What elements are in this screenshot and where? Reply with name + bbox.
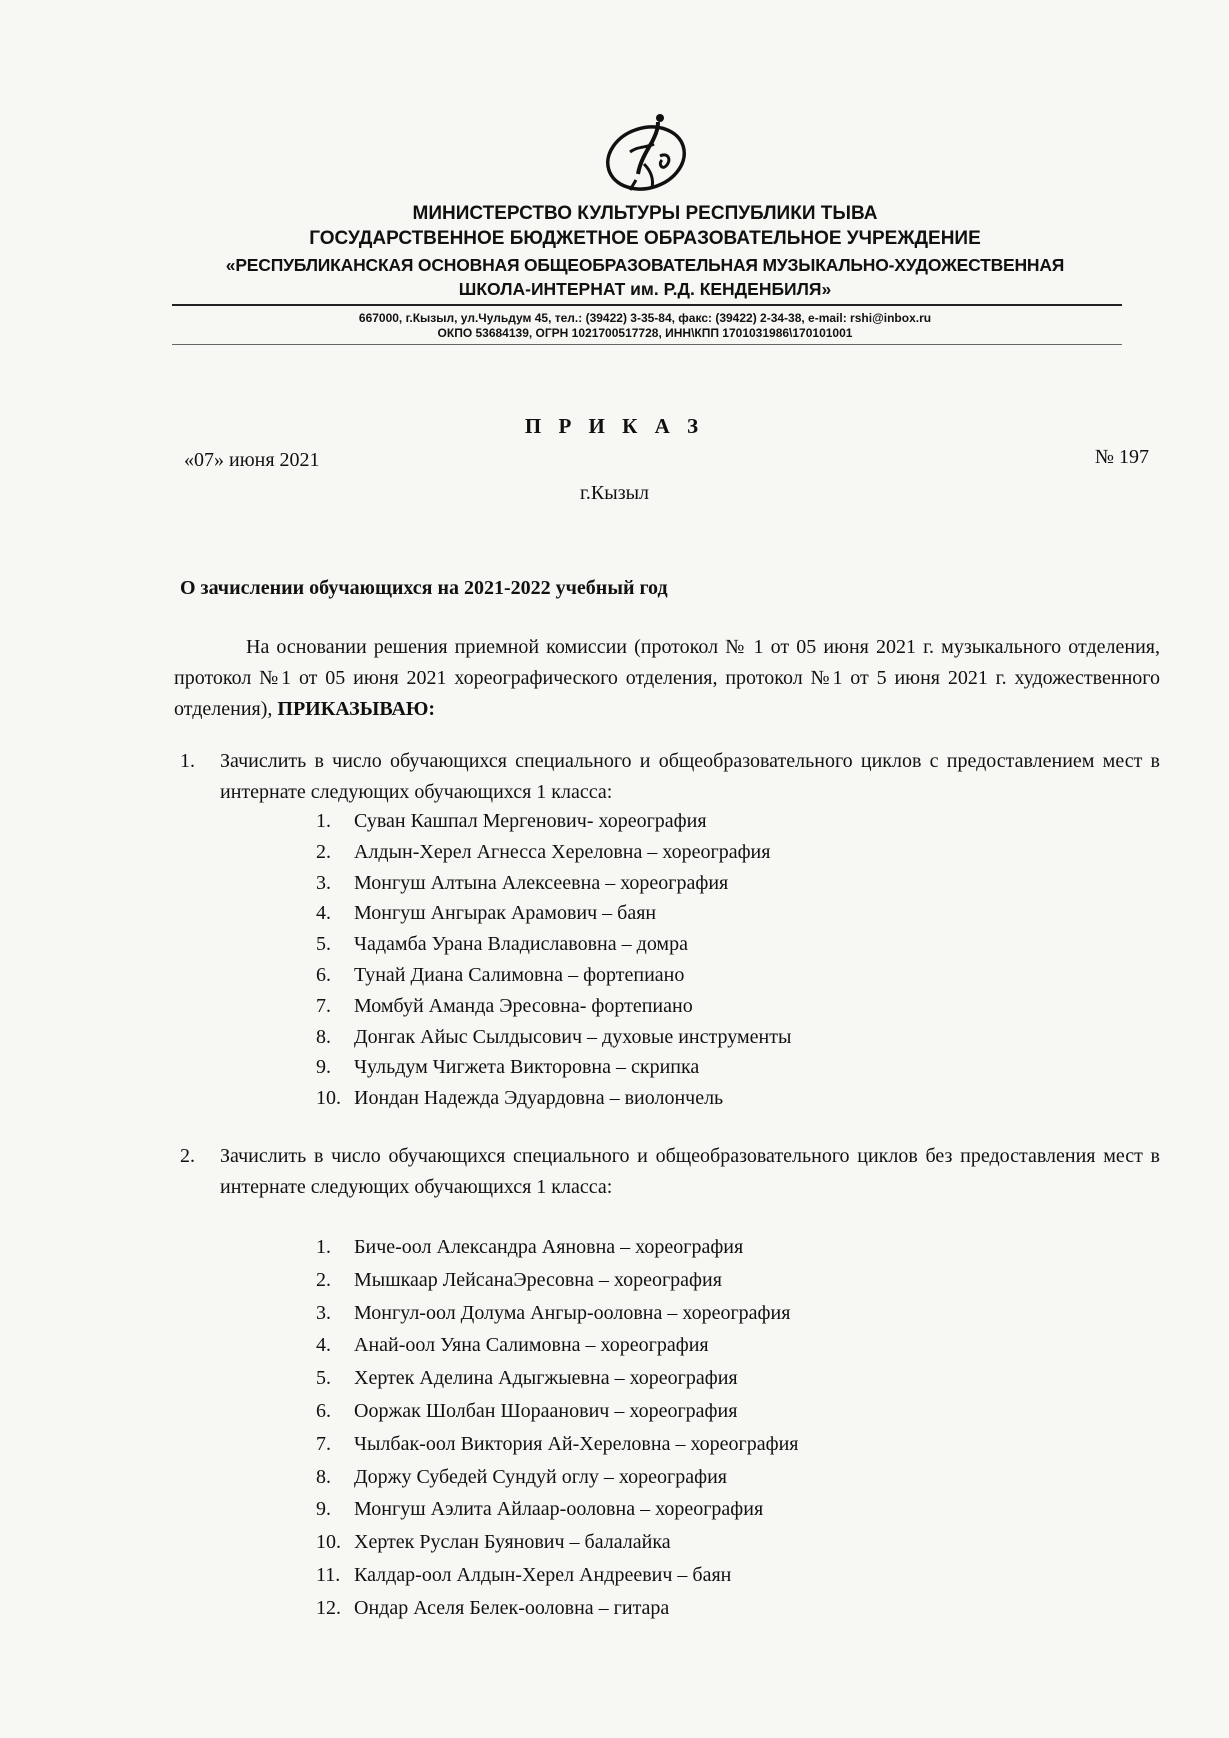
list-item [316,1493,799,1526]
list-item [316,898,791,929]
student-entry: Хертек Аделина Адыгжыевна – хореография [354,1367,738,1390]
student-entry: Калдар-оол Алдын-Херел Андреевич – баян [354,1563,732,1586]
order-intro [174,632,1160,725]
clause-number: 2. [180,1145,195,1167]
item-number: 7. [316,1432,331,1455]
item-number: 4. [316,1334,331,1357]
list-item [316,1264,799,1297]
student-entry: Анай-оол Уяна Салимовна – хореография [354,1334,709,1357]
intro-emphasis: ПРИКАЗЫВАЮ: [277,698,436,720]
student-entry: Биче-оол Александра Аяновна – хореография [354,1236,744,1258]
student-entry: Доржу Субедей Сундуй оглу – хореография [354,1465,727,1488]
student-entry: Ооржак Шолбан Шораанович – хореография [354,1399,738,1422]
order-subject: О зачислении обучающихся на 2021-2022 учебный год [180,577,668,599]
item-number: 6. [316,963,331,986]
student-entry: Чульдум Чигжета Викторовна – скрипка [354,1056,700,1079]
list-item [316,1428,799,1461]
student-entry: Момбуй Аманда Эресовна- фортепиано [354,994,693,1017]
student-entry: Монгуш Ангырак Арамович – баян [354,902,657,925]
item-number: 6. [316,1399,331,1422]
list-item [316,1052,791,1083]
clause-2 [180,1141,1160,1203]
item-number: 9. [316,1498,331,1521]
header-divider [172,304,1122,306]
list-item [316,837,791,868]
contact-registry: ОКПО 53684139, ОГРН 1021700517728, ИНН\КПП 1701031986\170101001 [437,326,853,340]
student-entry: Суван Кашпал Мергенович- хореография [354,810,707,832]
student-entry: Монгул-оол Долума Ангыр-ооловна – хореография [354,1301,791,1324]
document-title: П Р И К А З [524,414,705,438]
item-number: 8. [316,1025,331,1048]
list-item [316,1329,799,1362]
item-number: 3. [316,1301,331,1324]
student-entry: Донгак Айыс Сылдысович – духовые инструменты [354,1025,792,1048]
item-number: 12. [316,1596,341,1619]
item-number: 10. [316,1531,341,1554]
school-emblem-icon [600,112,700,196]
clause-1 [180,746,1160,808]
student-entry: Тунай Диана Салимовна – фортепиано [354,963,685,986]
institution-name-line1: «РЕСПУБЛИКАНСКАЯ ОСНОВНАЯ ОБЩЕОБРАЗОВАТЕЛЬНАЯ МУЗЫКАЛЬНО-ХУДОЖЕСТВЕННАЯ [225,255,1065,275]
student-entry: Ондар Аселя Белек-ооловна – гитара [354,1596,670,1619]
student-list-1 [316,806,791,1114]
student-entry: Монгуш Алтына Алексеевна – хореография [354,871,729,894]
item-number: 2. [316,840,331,863]
contact-address: 667000, г.Кызыл, ул.Чульдум 45, тел.: (39422) 3-35-84, факс: (39422) 2-34-38, e-mail: rshi@inbox.ru [358,311,932,325]
list-item [316,960,791,991]
item-number: 1. [316,810,331,832]
list-item [316,1231,799,1264]
student-entry: Чылбак-оол Виктория Ай-Хереловна – хореография [354,1432,799,1455]
list-item [316,1395,799,1428]
item-number: 10. [316,1087,341,1110]
student-entry: Чадамба Урана Владиславовна – домра [354,933,688,956]
list-item [316,929,791,960]
list-item [316,1362,799,1395]
list-item [316,868,791,899]
student-entry: Мышкаар ЛейсанаЭресовна – хореография [354,1268,722,1291]
list-item [316,991,791,1022]
item-number: 9. [316,1056,331,1079]
item-number: 8. [316,1465,331,1488]
clause-text: Зачислить в число обучающихся специального и общеобразовательного циклов с предоставлением мест в интернате следующих обучающихся 1 класса: [220,750,1160,803]
item-number: 2. [316,1268,331,1291]
list-item [316,1592,799,1625]
list-item [316,1461,799,1494]
list-item [316,1526,799,1559]
list-item [316,1083,791,1114]
student-entry: Алдын-Херел Агнесса Хереловна – хореография [354,840,771,863]
list-item [316,806,791,837]
clause-number: 1. [180,750,195,772]
student-entry: Хертек Руслан Буянович – балалайка [354,1531,671,1554]
list-item [316,1297,799,1330]
clause-text: Зачислить в число обучающихся специального и общеобразовательного циклов без предоставления мест в интернате следующих обучающихся 1 класса: [220,1145,1160,1198]
item-number: 4. [316,902,331,925]
item-number: 5. [316,1367,331,1390]
student-entry: Монгуш Аэлита Айлаар-ооловна – хореография [354,1498,764,1521]
item-number: 5. [316,933,331,956]
intro-text: На основании решения приемной комиссии (протокол № 1 от 05 июня 2021 г. музыкального отделения, протокол №1 от 05 июня 2021 хореографического отделения, протокол №1 от 5 июня 2021 г. художественного отделения), [174,636,1160,720]
list-item [316,1022,791,1053]
header-divider-thin [172,344,1122,345]
item-number: 7. [316,994,331,1017]
item-number: 11. [316,1563,341,1586]
ministry-name: МИНИСТЕРСТВО КУЛЬТУРЫ РЕСПУБЛИКИ ТЫВА [412,203,878,224]
list-item [316,1559,799,1592]
order-city: г.Кызыл [579,482,650,504]
student-entry: Иондан Надежда Эдуардовна – виолончель [354,1087,724,1110]
order-date: «07» июня 2021 [184,449,320,471]
institution-type: ГОСУДАРСТВЕННОЕ БЮДЖЕТНОЕ ОБРАЗОВАТЕЛЬНОЕ УЧРЕЖДЕНИЕ [309,228,981,249]
item-number: 1. [316,1236,331,1258]
institution-name-line2: ШКОЛА-ИНТЕРНАТ им. Р.Д. КЕНДЕНБИЛЯ» [458,279,832,299]
student-list-2 [316,1231,799,1625]
item-number: 3. [316,871,331,894]
order-number: № 197 [1094,446,1149,468]
